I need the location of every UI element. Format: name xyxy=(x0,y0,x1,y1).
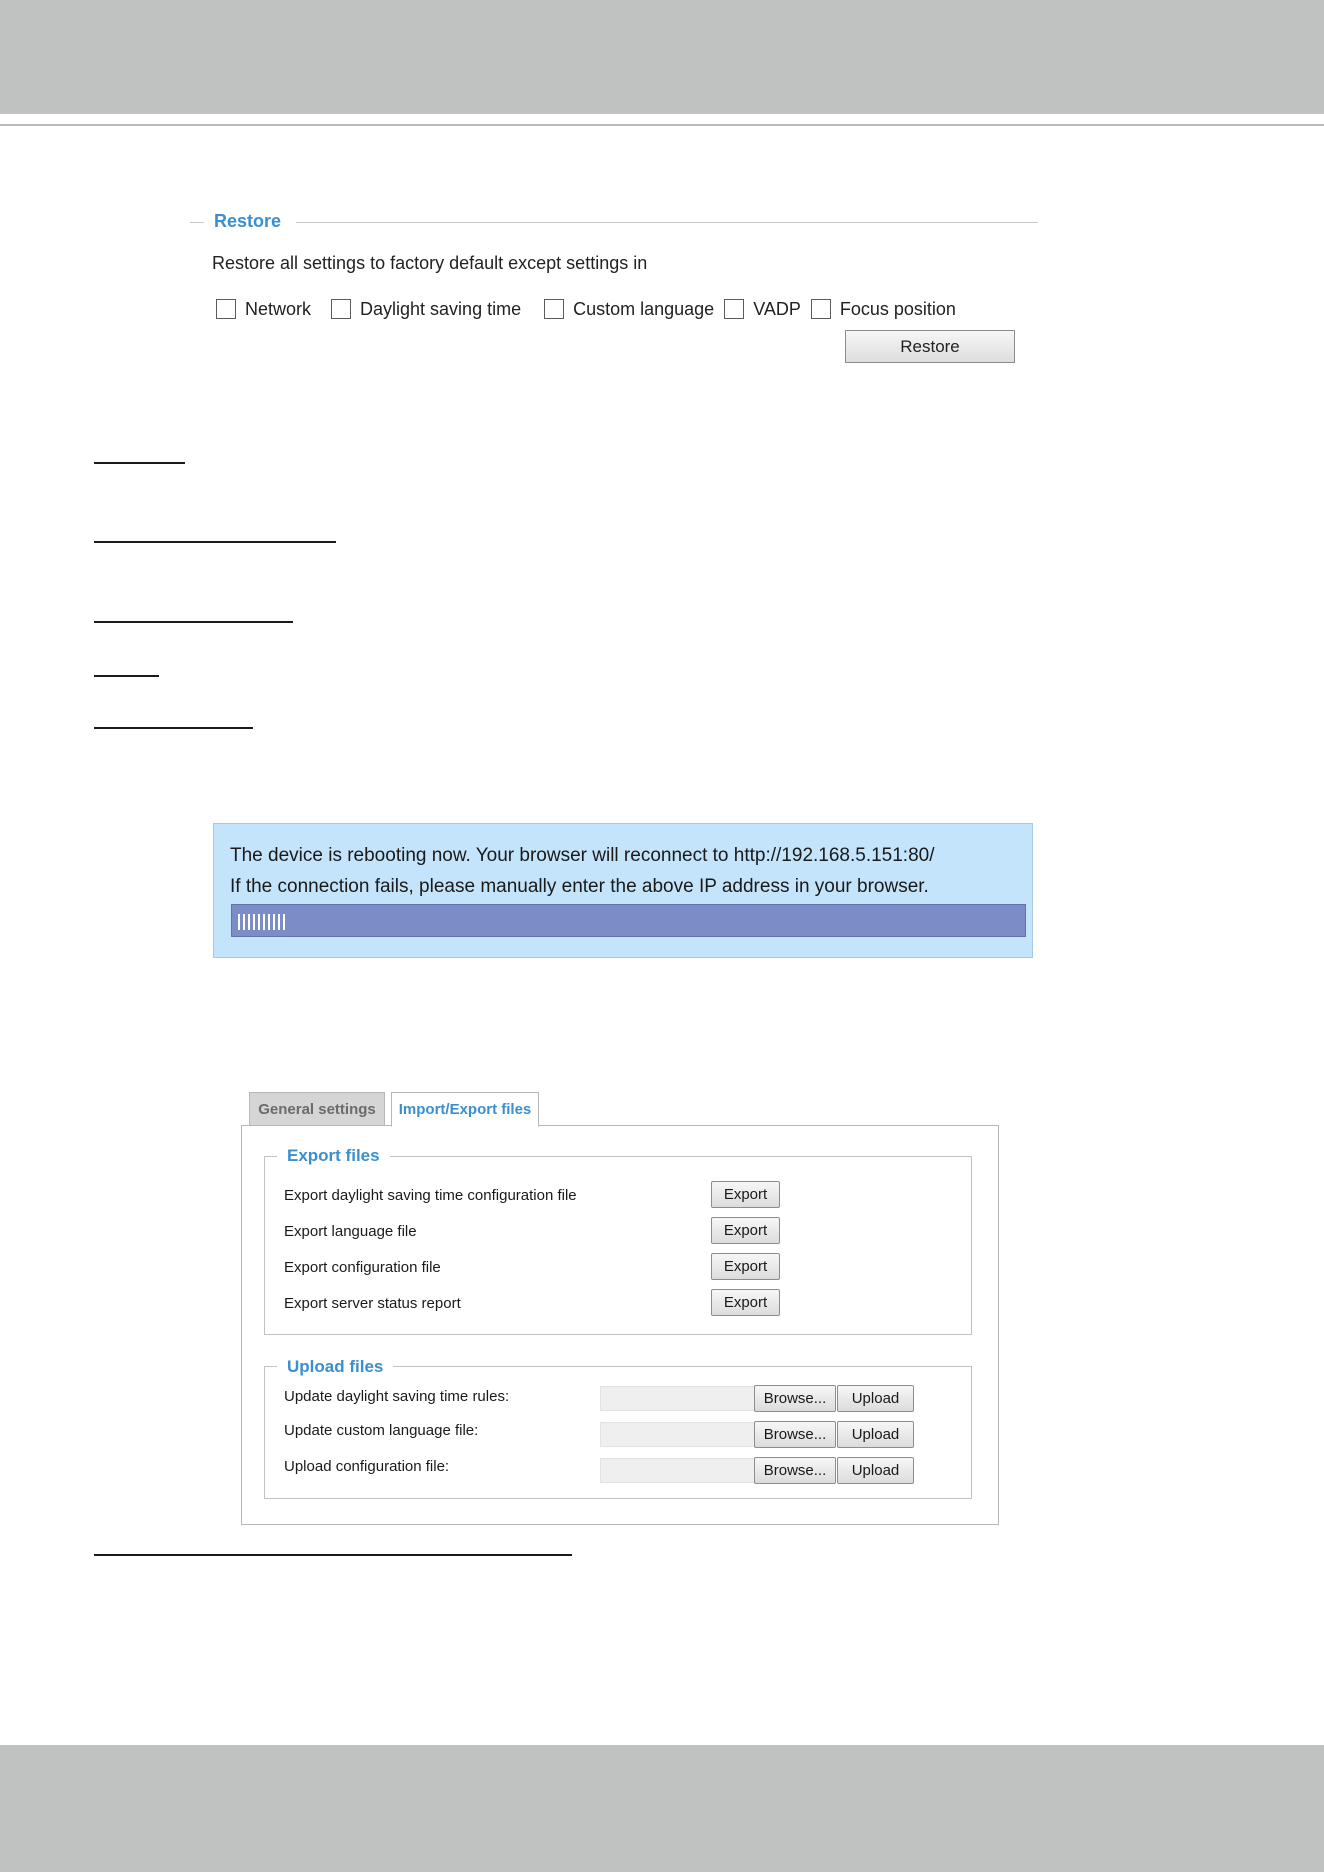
upload-config-label: Upload configuration file: xyxy=(284,1458,450,1475)
export-config-button[interactable]: Export xyxy=(711,1253,780,1280)
upload-dst-upload-button[interactable]: Upload xyxy=(837,1385,914,1412)
legend-line-left xyxy=(190,222,204,223)
reboot-progress-bar xyxy=(231,904,1026,937)
network-label: Network xyxy=(245,298,312,319)
footer-band xyxy=(0,1745,1324,1872)
heading-underline-1 xyxy=(94,462,185,464)
export-language-button[interactable]: Export xyxy=(711,1217,780,1244)
upload-dst-browse-button[interactable]: Browse... xyxy=(754,1385,836,1412)
export-dst-button[interactable]: Export xyxy=(711,1181,780,1208)
vadp-checkbox[interactable] xyxy=(724,299,744,319)
upload-language-browse-button[interactable]: Browse... xyxy=(754,1421,836,1448)
export-status-label: Export server status report xyxy=(284,1295,461,1312)
progress-ticks xyxy=(238,914,285,930)
upload-dst-file-field[interactable] xyxy=(600,1386,755,1411)
restore-description: Restore all settings to factory default except settings in xyxy=(212,253,648,273)
export-files-title: Export files xyxy=(277,1146,390,1166)
legend-line-right xyxy=(296,222,1038,223)
export-config-label: Export configuration file xyxy=(284,1259,441,1276)
restore-options xyxy=(216,297,956,321)
upload-config-upload-button[interactable]: Upload xyxy=(837,1457,914,1484)
upload-files-title: Upload files xyxy=(277,1357,393,1377)
custom-language-checkbox[interactable] xyxy=(544,299,564,319)
focus-position-label: Focus position xyxy=(839,298,956,319)
vadp-label: VADP xyxy=(753,298,801,319)
import-export-panel xyxy=(241,1125,999,1525)
export-dst-label: Export daylight saving time configuration file xyxy=(284,1187,577,1204)
upload-dst-label: Update daylight saving time rules: xyxy=(284,1388,510,1405)
tab-import-export-files[interactable]: Import/Export files xyxy=(391,1092,539,1127)
daylight-saving-checkbox[interactable] xyxy=(331,299,351,319)
export-language-label: Export language file xyxy=(284,1223,417,1240)
daylight-saving-label: Daylight saving time xyxy=(360,298,522,319)
header-rule xyxy=(0,124,1324,126)
upload-language-upload-button[interactable]: Upload xyxy=(837,1421,914,1448)
heading-underline-4 xyxy=(94,675,159,677)
reboot-message-box xyxy=(213,823,1033,958)
restore-button[interactable]: Restore xyxy=(845,330,1015,363)
heading-underline-5 xyxy=(94,727,253,729)
custom-language-label: Custom language xyxy=(573,298,715,319)
upload-config-file-field[interactable] xyxy=(600,1458,755,1483)
reboot-line-2: If the connection fails, please manually enter the above IP address in your browser. xyxy=(230,876,929,897)
reboot-line-1: The device is rebooting now. Your browser will reconnect to http://192.168.5.151:80/ xyxy=(230,845,935,866)
focus-position-checkbox[interactable] xyxy=(811,299,831,319)
heading-underline-6 xyxy=(94,1554,572,1556)
tab-general-settings[interactable]: General settings xyxy=(249,1092,385,1126)
upload-language-label: Update custom language file: xyxy=(284,1422,479,1439)
restore-title: Restore xyxy=(214,211,282,231)
heading-underline-3 xyxy=(94,621,293,623)
header-band xyxy=(0,0,1324,114)
upload-config-browse-button[interactable]: Browse... xyxy=(754,1457,836,1484)
export-status-button[interactable]: Export xyxy=(711,1289,780,1316)
network-checkbox[interactable] xyxy=(216,299,236,319)
upload-language-file-field[interactable] xyxy=(600,1422,755,1447)
heading-underline-2 xyxy=(94,541,336,543)
